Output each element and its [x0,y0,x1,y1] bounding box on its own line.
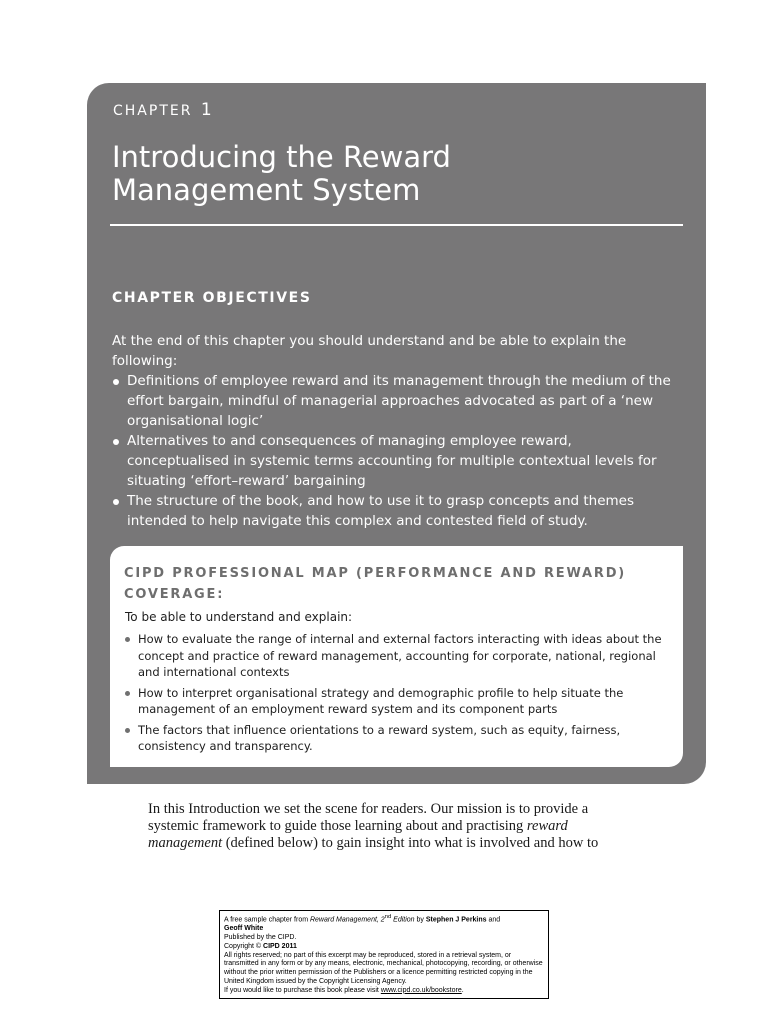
objective-item [112,431,677,491]
bookstore-link[interactable]: www.cipd.co.uk/bookstore [380,986,462,994]
author-2-line [224,925,544,934]
cipd-item [125,722,665,755]
purchase-suffix: . [461,986,464,994]
chapter-label [113,100,212,120]
purchase-line [224,987,544,996]
cipd-list [125,631,665,759]
cipd-item [125,685,665,718]
chapter-title-line-2: Management System [112,173,421,207]
copyright-notice [219,910,549,999]
intro-emphasis: reward management [148,818,568,851]
cipd-intro: To be able to understand and explain: [125,610,353,624]
author-2: Geoff White [224,925,264,933]
title-divider [110,224,683,226]
and-text: and [486,916,501,924]
cipd-item-text: How to interpret organisational strategy and demographic profile to help situate the management of an employment reward system and its component parts [138,685,624,716]
objective-item [112,371,677,431]
chapter-title-line-1: Introducing the Reward [112,140,451,174]
objectives-heading: CHAPTER OBJECTIVES [112,290,312,306]
sample-chapter-line [224,913,544,925]
edition-label: Edition [391,916,415,924]
objectives-list [112,371,677,531]
by-text: by [414,916,426,924]
bullet-icon [125,728,130,733]
intro-text-part-1: In this Introduction we set the scene for readers. Our mission is to provide a systemic framework to guide those learning about and practising [148,801,589,834]
chapter-number: 1 [200,100,212,120]
bullet-icon [113,379,119,385]
chapter-title [112,141,672,207]
cipd-item-text: How to evaluate the range of internal and external factors interacting with ideas about the concept and practice of reward management, accounting for corporate, national, regional and international contexts [138,632,662,679]
intro-text-part-2: (defined below) to gain insight into what is involved and how to [222,835,599,851]
cipd-item [125,631,665,681]
objective-text: Definitions of employee reward and its management through the medium of the effort bargain, mindful of managerial approaches advocated as part of a ‘new organisational logic’ [127,373,671,429]
bullet-icon [125,691,130,696]
cipd-heading: CIPD PROFESSIONAL MAP (PERFORMANCE AND REWARD) COVERAGE: [124,566,627,602]
edition-number: , 2 [376,916,385,924]
introduction-paragraph [148,801,638,852]
sample-prefix: A free sample chapter from [224,916,310,924]
book-title: Reward Management [309,916,377,924]
edition-suffix: nd [384,914,392,920]
objective-text: Alternatives to and consequences of managing employee reward, conceptualised in systemic terms accounting for multiple contextual levels for situating ‘effort–reward’ bargaining [127,433,657,489]
objective-text: The structure of the book, and how to use it to grasp concepts and themes intended to help navigate this complex and contested field of study. [127,493,635,529]
objective-item [112,491,677,531]
copyright-holder: CIPD 2011 [263,942,297,950]
published-line: Published by the CIPD. [224,933,297,941]
rights-text: All rights reserved; no part of this excerpt may be reproduced, stored in a retrieval system, or transmitted in any form or by any means, electronic, mechanical, photocopying, recording, or otherwise without the prior written permission of the Publishers or a licence permitting restricted copying in the United Kingdom issued by the Copyright Licensing Agency. [224,951,543,985]
bullet-icon [125,637,130,642]
bullet-icon [113,439,119,445]
objectives-intro: At the end of this chapter you should understand and be able to explain the following: [112,333,627,369]
chapter-label-text: CHAPTER [113,103,193,119]
copyright-prefix: Copyright © [224,942,264,950]
copyright-line [224,943,544,952]
author-1: Stephen J Perkins [425,916,487,924]
purchase-prefix: If you would like to purchase this book please visit [224,986,381,994]
bullet-icon [113,499,119,505]
cipd-item-text: The factors that influence orientations to a reward system, such as equity, fairness, consistency and transparency. [138,722,621,753]
